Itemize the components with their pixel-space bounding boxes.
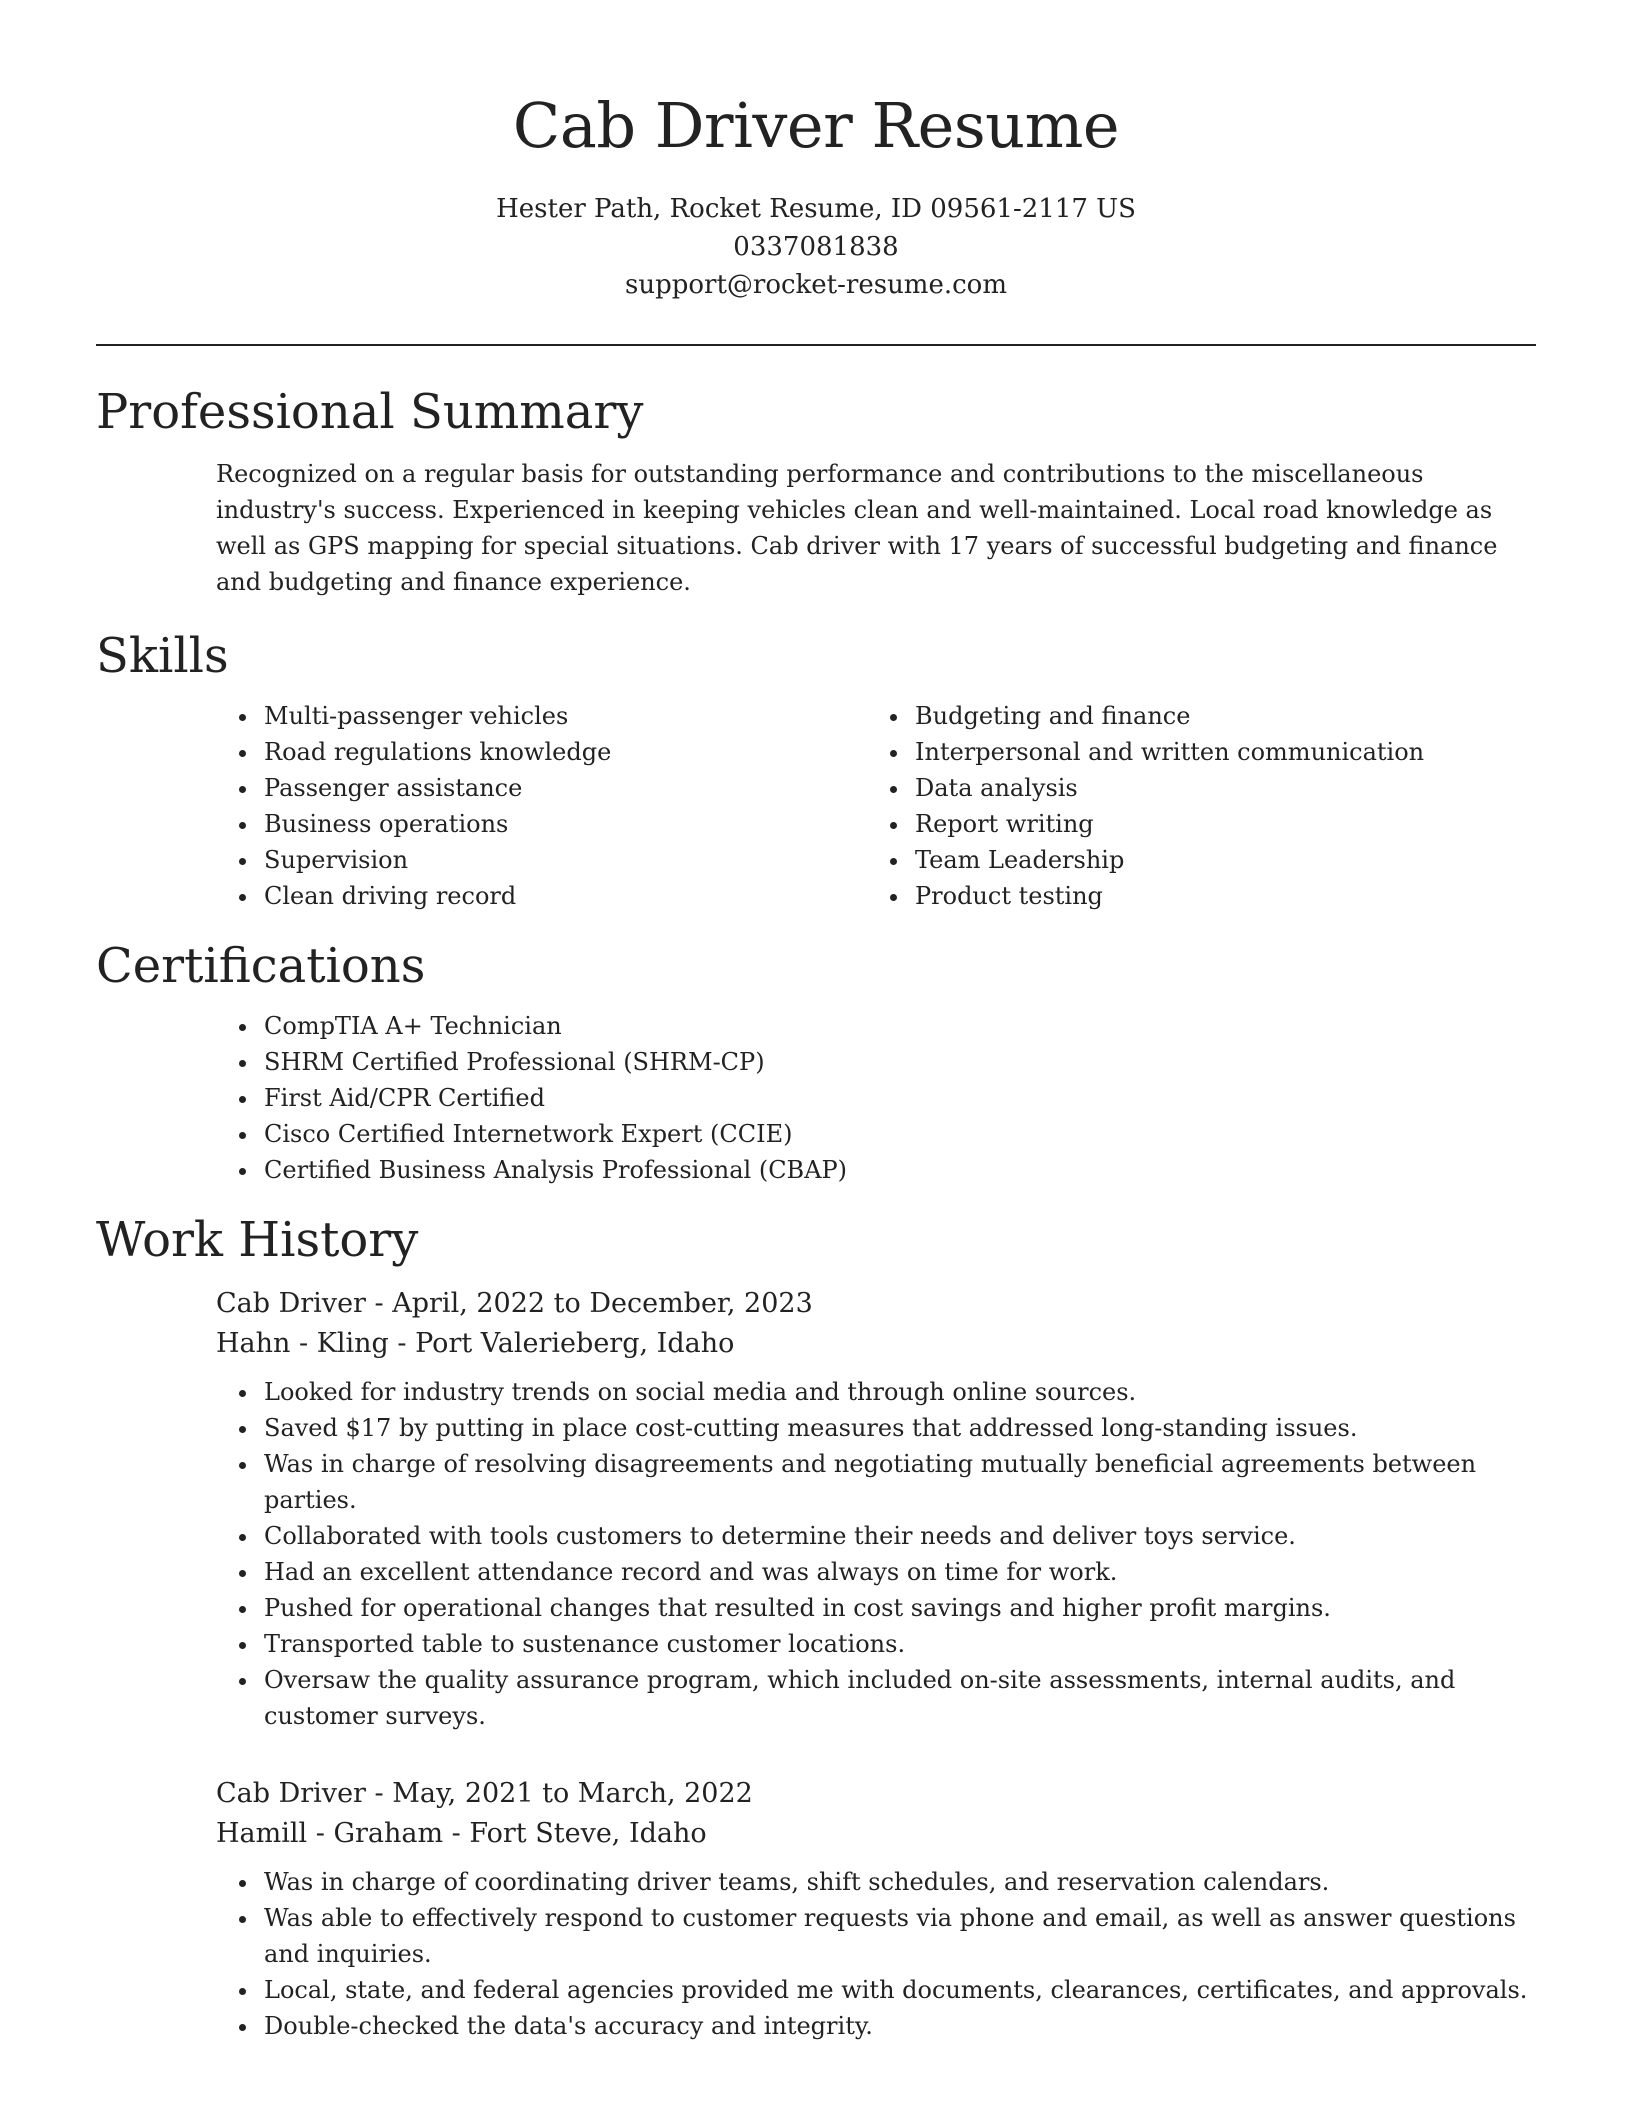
job-company-line: Hamill - Graham - Fort Steve, Idaho [216, 1818, 707, 1849]
contact-email: support@rocket-resume.com [624, 270, 1007, 300]
job-duty-item: • Was able to effectively respond to customer requests via phone and email, as well as answer questions and inquiries. [260, 1900, 1536, 1972]
certifications-list [96, 1008, 1536, 1188]
skill-item: • Interpersonal and written communication [911, 734, 1536, 770]
job-entry [216, 1284, 1536, 1734]
certification-item: • CompTIA A+ Technician [260, 1008, 1536, 1044]
section-heading-certifications: Certifications [96, 938, 426, 994]
skills-list-right [885, 698, 1536, 914]
summary-text: Recognized on a regular basis for outstanding performance and contributions to the miscellaneous industry's success. Experienced in keeping vehicles clean and well-maintained. Local road knowledge as well as GPS mapping for special situations. Cab driver with 17 years of successful budgeting and finance and budgeting and finance experience. [216, 460, 1498, 596]
job-duty-item: • Was in charge of resolving disagreements and negotiating mutually beneficial agreements between parties. [260, 1446, 1536, 1518]
skill-item: • Team Leadership [911, 842, 1536, 878]
job-duty-item: • Had an excellent attendance record and was always on time for work. [260, 1554, 1536, 1590]
resume-header [96, 0, 1536, 304]
skill-item: • Supervision [260, 842, 885, 878]
section-heading-work-history: Work History [96, 1212, 419, 1268]
contact-address: Hester Path, Rocket Resume, ID 09561-2117 US [496, 194, 1136, 224]
header-divider [96, 344, 1536, 346]
job-duty-item: • Collaborated with tools customers to determine their needs and deliver toys service. [260, 1518, 1536, 1554]
contact-phone: 0337081838 [733, 232, 899, 262]
job-duty-item: • Double-checked the data's accuracy and integrity. [260, 2008, 1536, 2044]
certification-item: • Cisco Certified Internetwork Expert (CCIE) [260, 1116, 1536, 1152]
job-duty-item: • Pushed for operational changes that resulted in cost savings and higher profit margins. [260, 1590, 1536, 1626]
job-title-line: Cab Driver - May, 2021 to March, 2022 [216, 1778, 753, 1809]
skills-list-left [96, 698, 885, 914]
job-duty-item: • Oversaw the quality assurance program, which included on-site assessments, internal audits, and customer surveys. [260, 1662, 1536, 1734]
skills-section [96, 626, 1536, 914]
job-duty-item: • Looked for industry trends on social media and through online sources. [260, 1374, 1536, 1410]
section-heading-summary: Professional Summary [96, 384, 644, 440]
skill-item: • Report writing [911, 806, 1536, 842]
job-entry [216, 1774, 1536, 2044]
job-duties-list [216, 1374, 1536, 1734]
skill-item: • Data analysis [911, 770, 1536, 806]
job-title-line: Cab Driver - April, 2022 to December, 2023 [216, 1288, 813, 1319]
certification-item: • Certified Business Analysis Professional (CBAP) [260, 1152, 1536, 1188]
contact-block [96, 190, 1536, 304]
job-duty-item: • Saved $17 by putting in place cost-cutting measures that addressed long-standing issues. [260, 1410, 1536, 1446]
skill-item: • Multi-passenger vehicles [260, 698, 885, 734]
job-company-line: Hahn - Kling - Port Valerieberg, Idaho [216, 1328, 735, 1359]
job-duty-item: • Transported table to sustenance customer locations. [260, 1626, 1536, 1662]
resume-title: Cab Driver Resume [512, 89, 1120, 162]
skill-item: • Business operations [260, 806, 885, 842]
work-history-section [96, 1210, 1536, 2044]
certification-item: • First Aid/CPR Certified [260, 1080, 1536, 1116]
section-heading-skills: Skills [96, 628, 229, 684]
skill-item: • Product testing [911, 878, 1536, 914]
skills-columns [96, 698, 1536, 914]
skill-item: • Passenger assistance [260, 770, 885, 806]
certifications-section [96, 936, 1536, 1188]
skill-item: • Clean driving record [260, 878, 885, 914]
professional-summary-section [96, 382, 1536, 600]
job-duties-list [216, 1864, 1536, 2044]
skill-item: • Road regulations knowledge [260, 734, 885, 770]
certification-item: • SHRM Certified Professional (SHRM-CP) [260, 1044, 1536, 1080]
job-duty-item: • Was in charge of coordinating driver teams, shift schedules, and reservation calendars. [260, 1864, 1536, 1900]
skill-item: • Budgeting and finance [911, 698, 1536, 734]
job-duty-item: • Local, state, and federal agencies provided me with documents, clearances, certificates, and approvals. [260, 1972, 1536, 2008]
